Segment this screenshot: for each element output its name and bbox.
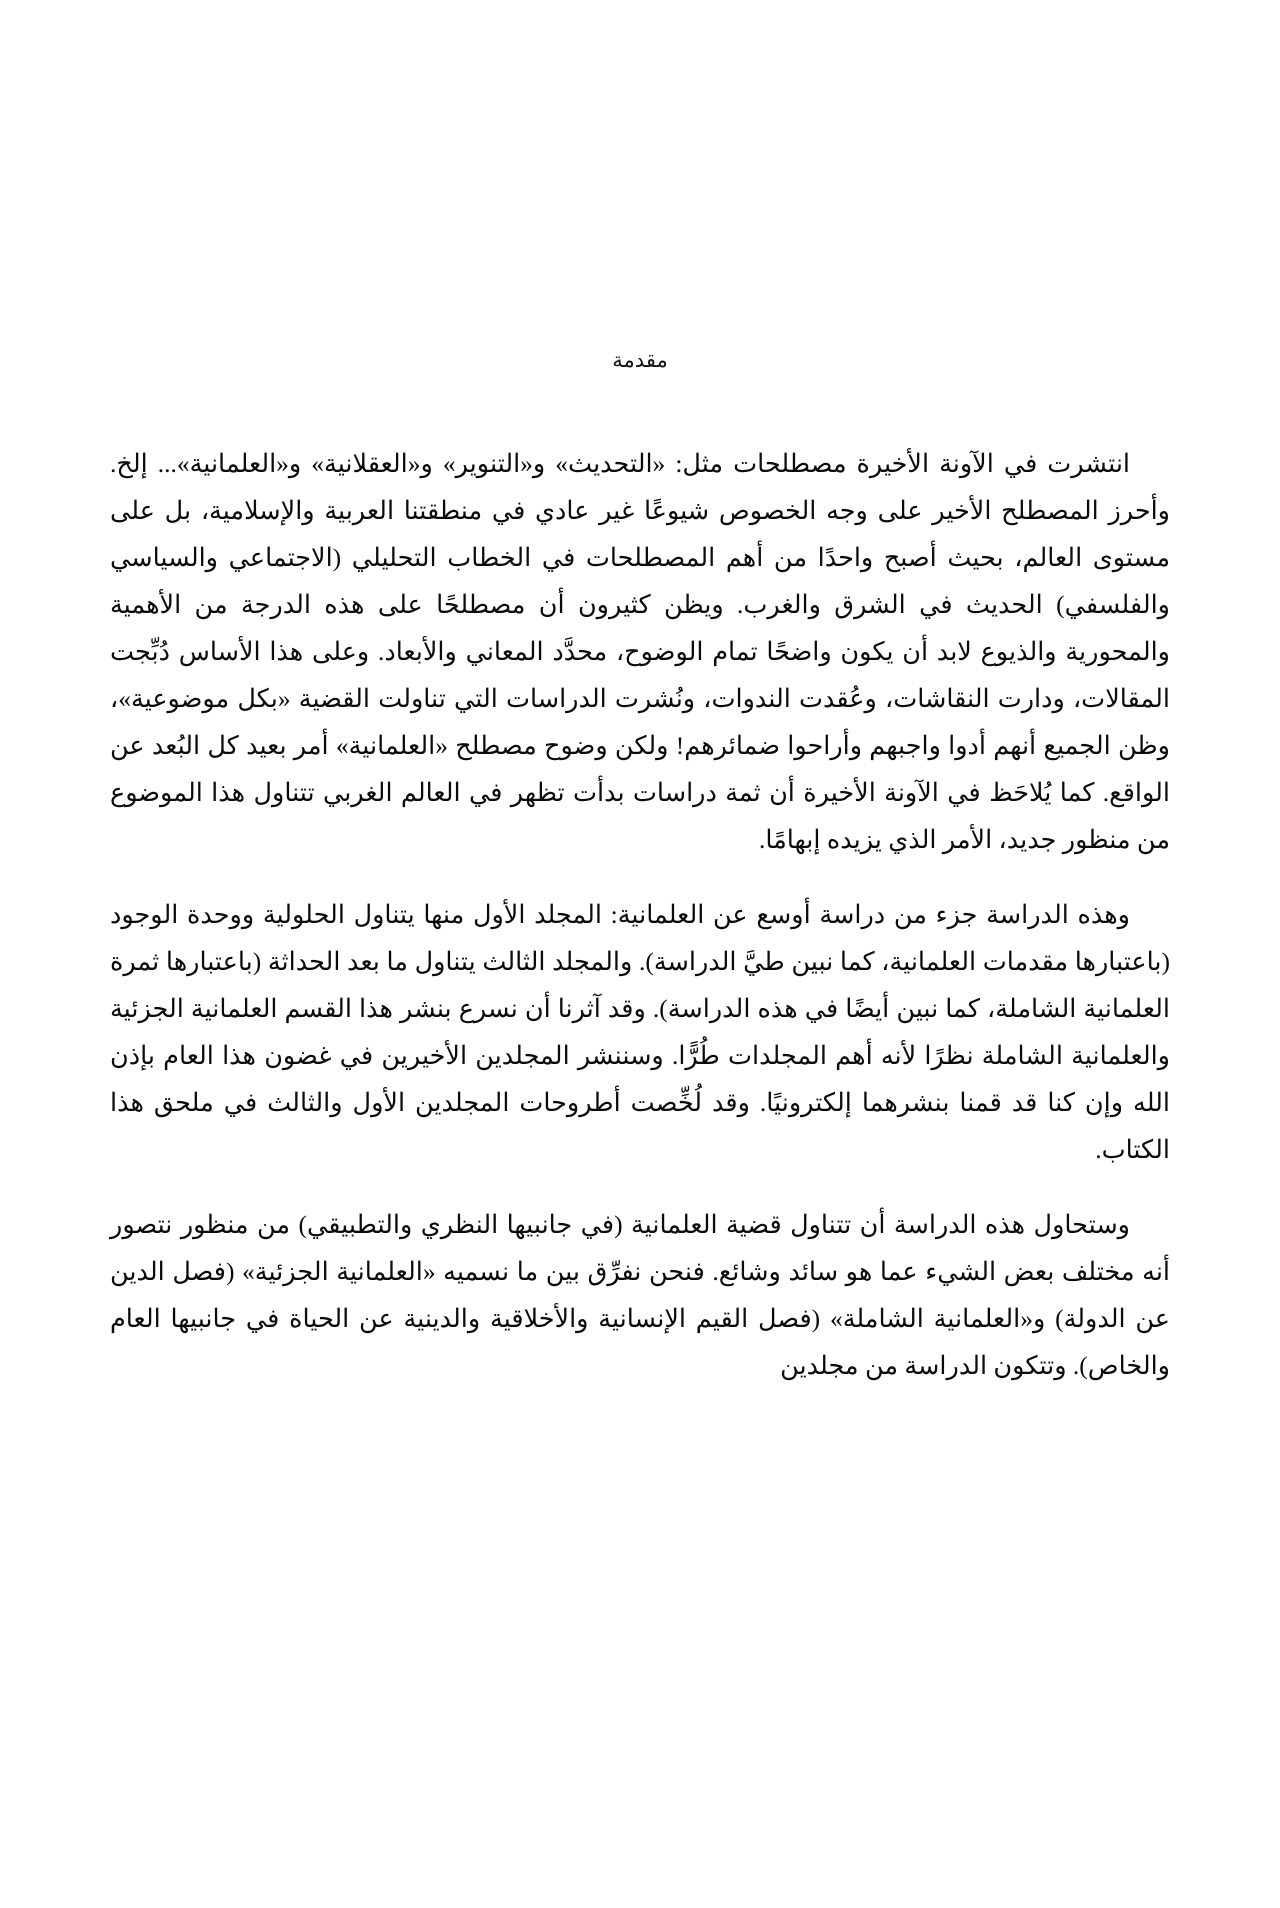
page-body <box>110 440 1170 1389</box>
paragraph: وهذه الدراسة جزء من دراسة أوسع عن العلمانية: المجلد الأول منها يتناول الحلولية ووحدة الوجود (باعتبارها مقدمات العلمانية، كما نبين طيَّ الدراسة). والمجلد الثالث يتناول ما بعد الحداثة (باعتبارها ثمرة العلمانية الشاملة، كما نبين أيضًا في هذه الدراسة). وقد آثرنا أن نسرع بنشر هذا القسم العلمانية الجزئية والعلمانية الشاملة نظرًا لأنه أهم المجلدات طُرًّا. وسننشر المجلدين الأخيرين في غضون هذا العام بإذن الله وإن كنا قد قمنا بنشرهما إلكترونيًا. وقد لُخِّصت أطروحات المجلدين الأول والثالث في ملحق هذا الكتاب. <box>110 900 1170 1164</box>
paragraph: انتشرت في الآونة الأخيرة مصطلحات مثل: «التحديث» و«التنوير» و«العقلانية» و«العلمانية»... إلخ. وأحرز المصطلح الأخير على وجه الخصوص شيوعًا غير عادي في منطقتنا العربية والإسلامية، بل على مستوى العالم، بحيث أصبح واحدًا من أهم المصطلحات في الخطاب التحليلي (الاجتماعي والسياسي والفلسفي) الحديث في الشرق والغرب. ويظن كثيرون أن مصطلحًا على هذه الدرجة من الأهمية والمحورية والذيوع لابد أن يكون واضحًا تمام الوضوح، محدَّد المعاني والأبعاد. وعلى هذا الأساس دُبِّجت المقالات، ودارت النقاشات، وعُقدت الندوات، ونُشرت الدراسات التي تناولت القضية «بكل موضوعية»، وظن الجميع أنهم أدوا واجبهم وأراحوا ضمائرهم! ولكن وضوح مصطلح «العلمانية» أمر بعيد كل البُعد عن الواقع. كما يُلاحَظ في الآونة الأخيرة أن ثمة دراسات بدأت تظهر في العالم الغربي تتناول هذا الموضوع من منظور جديد، الأمر الذي يزيده إبهامًا. <box>110 449 1170 854</box>
paragraph: وستحاول هذه الدراسة أن تتناول قضية العلمانية (في جانبيها النظري والتطبيقي) من منظور نتصور أنه مختلف بعض الشيء عما هو سائد وشائع. فنحن نفرِّق بين ما نسميه «العلمانية الجزئية» (فصل الدين عن الدولة) و«العلمانية الشاملة» (فصل القيم الإنسانية والأخلاقية والدينية عن الحياة في جانبيها العام والخاص). وتتكون الدراسة من مجلدين <box>110 1210 1170 1380</box>
page-header: مقدمة <box>612 348 668 372</box>
